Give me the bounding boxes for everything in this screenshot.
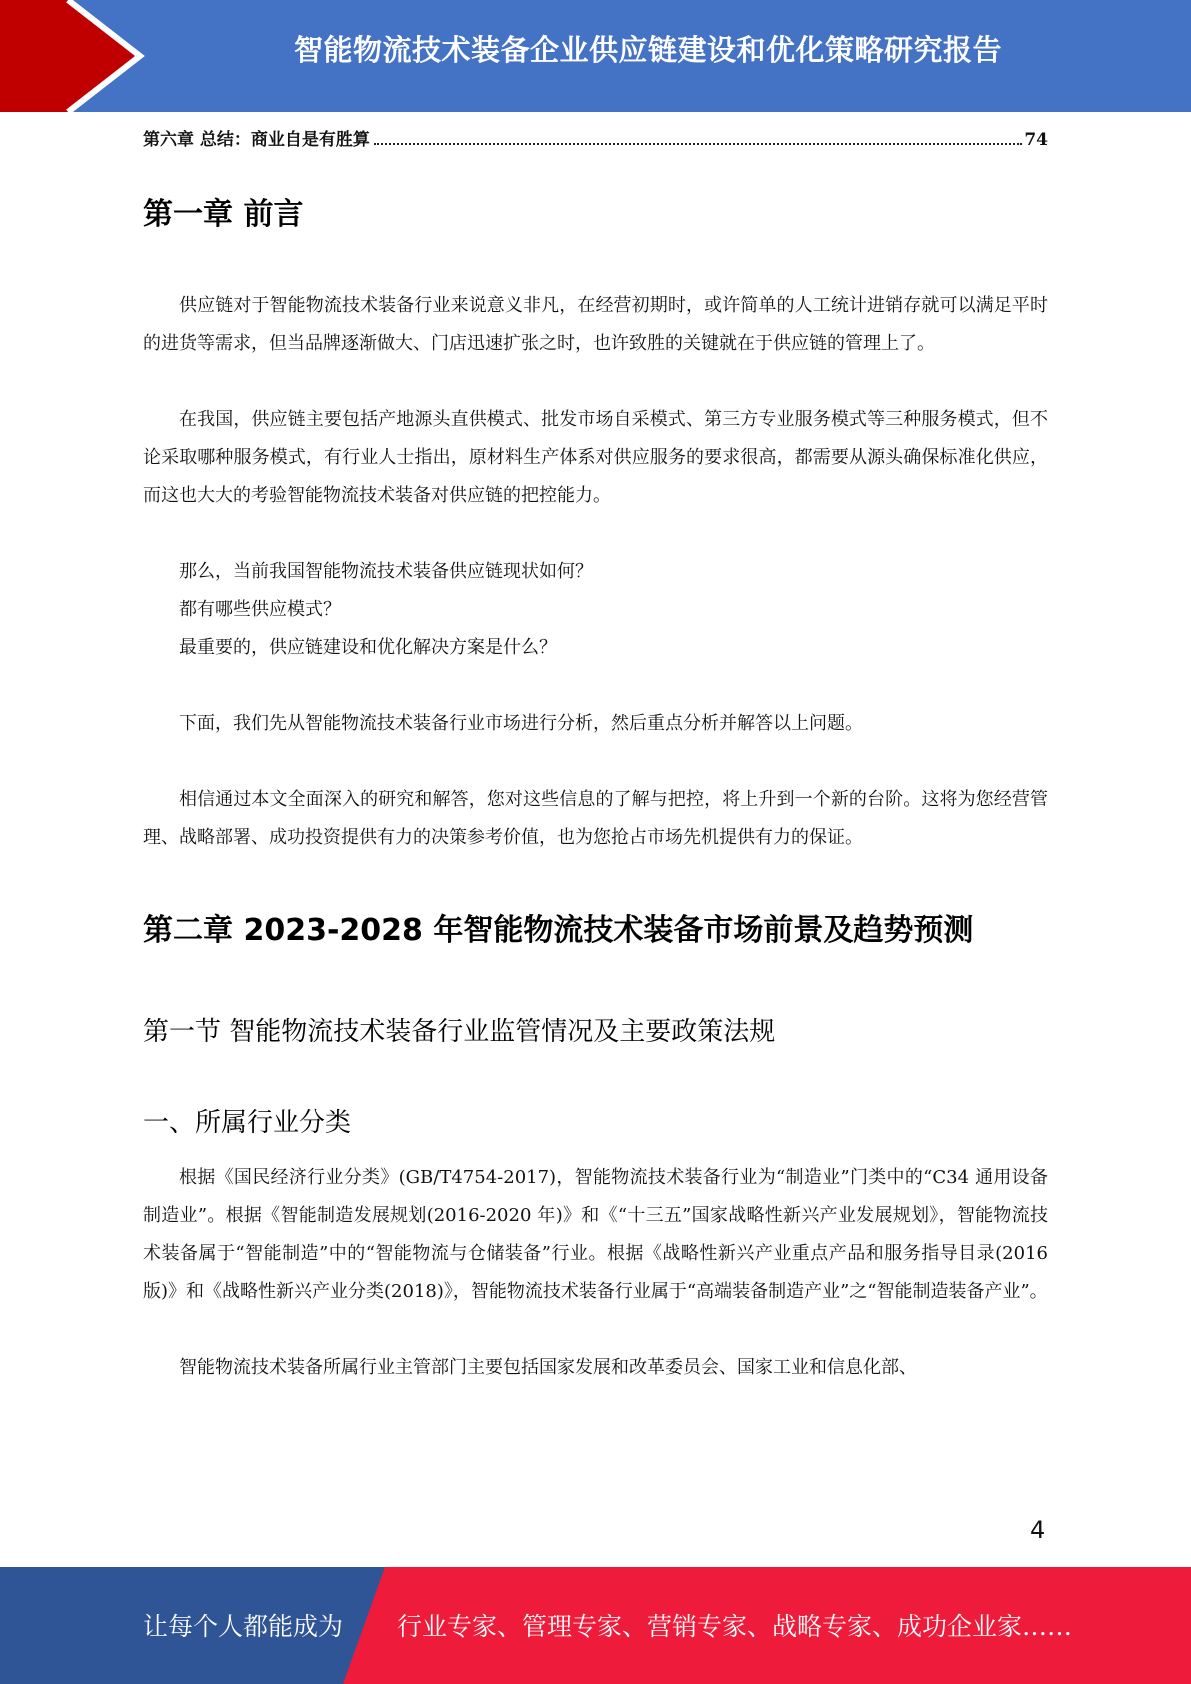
question-list	[143, 553, 1048, 667]
chapter-1-paragraph-1: 供应链对于智能物流技术装备行业来说意义非凡，在经营初期时，或许简单的人工统计进销存就可以满足平时的进货等需求，但当品牌逐渐做大、门店迅速扩张之时，也许致胜的关键就在于供应链的管理上了。	[143, 295, 1048, 354]
question-2: 都有哪些供应模式？	[179, 599, 341, 620]
toc-entry-label: 第六章 总结：商业自是有胜算	[143, 130, 370, 150]
toc-entry-page: 74	[1024, 130, 1048, 150]
chapter-2-heading: 第二章 2023-2028 年智能物流技术装备市场前景及趋势预测	[143, 913, 974, 948]
document-body	[143, 125, 1048, 1387]
question-1: 那么，当前我国智能物流技术装备供应链现状如何？	[179, 561, 593, 582]
header-banner	[0, 0, 1191, 112]
footer-slogan-right: 行业专家、管理专家、营销专家、战略专家、成功企业家……	[397, 1612, 1073, 1641]
toc-leader-dots	[374, 143, 1022, 145]
chapter-2-paragraph-1: 根据《国民经济行业分类》(GB/T4754-2017)，智能物流技术装备行业为“制造业”门类中的“C34 通用设备制造业”。根据《智能制造发展规划(2016-2020 年)》和《“十三五”国家战略性新兴产业发展规划》，智能物流技术装备属于“智能制造”中的“智能物流与仓储装备”行业。根据《战略性新兴产业重点产品和服务指导目录(2016 版)》和《战略性新兴产业分类(2018)》，智能物流技术装备行业属于“高端装备制造产业”之“智能制造装备产业”。	[143, 1167, 1048, 1302]
footer-slogan-left: 让每个人都能成为	[143, 1612, 344, 1641]
toc-entry[interactable]	[143, 125, 1048, 151]
chapter-2-paragraph-2: 智能物流技术装备所属行业主管部门主要包括国家发展和改革委员会、国家工业和信息化部、	[179, 1357, 917, 1378]
chapter-1-paragraph-3: 下面，我们先从智能物流技术装备行业市场进行分析，然后重点分析并解答以上问题。	[179, 713, 863, 734]
chapter-1-paragraph-4: 相信通过本文全面深入的研究和解答，您对这些信息的了解与把控，将上升到一个新的台阶。这将为您经营管理、战略部署、成功投资提供有力的决策参考价值，也为您抢占市场先机提供有力的保证。	[143, 789, 1048, 848]
subsection-1-heading: 一、所属行业分类	[143, 1108, 352, 1138]
section-1-heading: 第一节 智能物流技术装备行业监管情况及主要政策法规	[143, 1017, 776, 1047]
page-number: 4	[1030, 1516, 1046, 1544]
chapter-1-heading: 第一章 前言	[143, 197, 304, 232]
report-title: 智能物流技术装备企业供应链建设和优化策略研究报告	[293, 33, 1002, 67]
footer-banner	[0, 1567, 1191, 1684]
chapter-1-paragraph-2: 在我国，供应链主要包括产地源头直供模式、批发市场自采模式、第三方专业服务模式等三种服务模式，但不论采取哪种服务模式，有行业人士指出，原材料生产体系对供应服务的要求很高，都需要从源头确保标准化供应，而这也大大的考验智能物流技术装备对供应链的把控能力。	[143, 409, 1048, 506]
question-3: 最重要的，供应链建设和优化解决方案是什么？	[179, 637, 557, 658]
